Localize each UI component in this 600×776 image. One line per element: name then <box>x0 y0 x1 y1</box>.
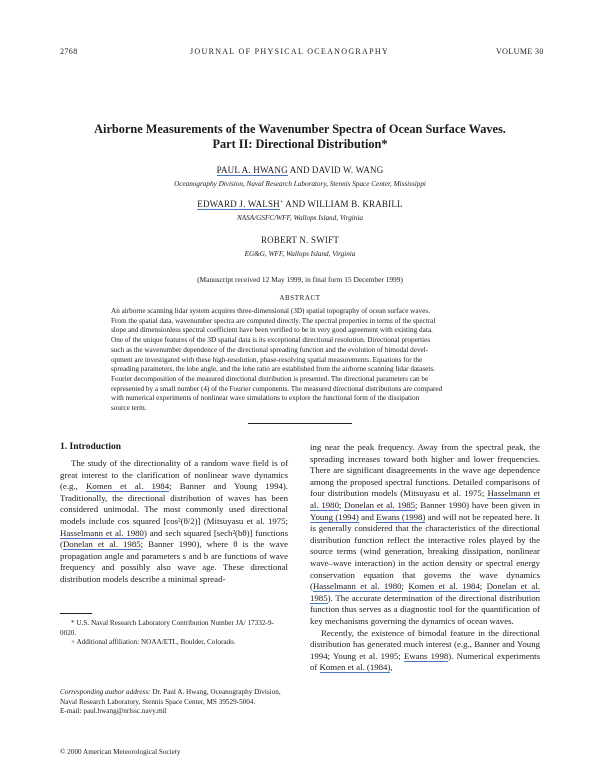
author-line-3 <box>60 235 540 245</box>
title-line-1: Airborne Measurements of the Wavenumber Spectra of Ocean Surface Waves. <box>94 122 506 136</box>
footnote-star: * U.S. Naval Research Laboratory Contribution Number JA/ 17332-9-0020. <box>60 619 274 637</box>
abstract-line: An airborne scanning lidar system acquires three-dimensional (3D) spatial topography of ocean surface waves. <box>111 307 430 315</box>
ref-ewans-1998[interactable]: Ewans 1998 <box>403 650 449 661</box>
author-line-1 <box>60 165 540 175</box>
abstract-body <box>111 307 494 414</box>
author-swift: ROBERT N. SWIFT <box>260 235 340 245</box>
abstract-line: slope and dimensionless spectral coefficient have been verified to be in very good agreement with existing data. <box>111 326 433 335</box>
affiliation-1: Oceanography Division, Naval Research Laboratory, Stennis Space Center, Mississippi <box>174 180 426 188</box>
footnotes <box>60 619 288 648</box>
ref-komen-1984[interactable]: Komen et al. 1984 <box>408 581 480 592</box>
corr-email[interactable]: E-mail: paul.hwang@nrlssc.navy.mil <box>60 707 167 716</box>
ref-donelan-1985[interactable]: Donelan et al. 1985 <box>62 539 141 550</box>
left-column <box>60 442 288 586</box>
volume-label: VOLUME 30 <box>496 47 544 56</box>
article-title <box>60 122 540 152</box>
corr-label: Corresponding author address: <box>60 688 151 696</box>
abstract-line: One of the unique features of the 3D spatial data is its exceptional directional resolution. Directional properties <box>111 336 431 345</box>
abstract-heading: ABSTRACT <box>279 294 321 302</box>
page-number: 2768 <box>60 47 78 56</box>
footnote-plus: + Additional affiliation: NOAA/ETL, Boulder, Colorado. <box>71 638 236 647</box>
intro-paragraph-1: The study of the directionality of a random wave field is of great interest to the clarification of nonlinear wave dynamics (e.g., Komen et al. 1984; Banner and Young 1994). Traditionally, the directional distribution of waves has been considered unimodal. The most commonly used directional models include cos squared [cos²(θ/2)] (Mitsuyasu et al. 1975; Hasselmann et al. 1980) and sech squared [sech²(bθ)] functions (Donelan et al. 1985; Banner 1990), where θ is the wave propagation angle and parameters s and b are functions of wave frequency and possibly also wave age. These directional distribution models describe a minimal spread- <box>60 458 289 584</box>
copyright: © 2000 American Meteorological Society <box>60 748 181 756</box>
ref-hasselmann-1980[interactable]: Hasselmann et al. 1980 <box>310 488 540 510</box>
author-and: AND <box>285 199 306 209</box>
affiliation-3: EG&G, WFF, Wallops Island, Virginia <box>244 250 356 258</box>
ref-komen-1984[interactable]: Komen et al. 1984 <box>86 481 170 492</box>
ref-young-1994[interactable]: Young (1994) <box>310 511 359 522</box>
affiliation-2: NASA/GSFC/WFF, Wallops Island, Virginia <box>237 214 363 222</box>
abstract-line: such as the wavenumber dependence of the directional spreading function and the evolution of bimodal devel- <box>111 345 429 354</box>
intro-paragraph-2: Recently, the existence of bimodal feature in the directional distribution has generated much interest (e.g., Banner and Young 1994; Young et al. 1995; Ewans 1998). Numerical experiments of Komen et al. (1984), <box>310 627 540 673</box>
abstract-line: opment are investigated with these high-resolution, phase-resolving spatial measurements. Equations for the <box>111 355 423 364</box>
abstract-line: represented by a small number (4) of the Fourier components. The measured directional distributions are compared <box>111 384 443 393</box>
abstract-divider <box>248 423 352 424</box>
author-walsh[interactable]: EDWARD J. WALSH <box>197 199 280 209</box>
ref-donelan-1985[interactable]: Donelan et al. 1985 <box>310 581 540 603</box>
corresponding-author <box>60 688 288 717</box>
abstract-line: with numerical experiments of nonlinear wave simulations to explore the functional form of the dissipation <box>111 394 420 403</box>
intro-paragraph-1-cont: ing near the peak frequency. Away from the spectral peak, the spreading increases toward both higher and lower frequencies. There are significant disagreements in the wave age dependence among the proposed spectral functions. Detailed comparisons of four distribution models (Mitsuyasu et al. 1975; Hasselmann et al. 1980; Donelan et al. 1985; Banner 1990) have been given in Young (1994) and Ewans (1998) and will not be repeated here. It is generally considered that the characteristics of the directional distribution function reflect the interactive roles played by the source terms (wind generation, breaking dissipation, nonlinear wave–wave interaction) in the action density or spectral energy conservation equation that govems the wave dynamics (Hasselmann et al. 1980; Komen et al. 1984; Donelan et al. 1985). The accurate determination of the directional distribution function thus serves as a diagnostic tool for the quantification of key mechanisms governing the dynamics of ocean waves. <box>310 442 540 626</box>
author-hwang[interactable]: PAUL A. HWANG <box>216 165 288 175</box>
author-wang: DAVID W. WANG <box>311 165 384 175</box>
section-heading: 1. Introduction <box>60 442 122 452</box>
abstract-line: spreading parameters, the lobe angle, and the lobe ratio are established from the airborne scanning lidar datasets. <box>111 365 435 374</box>
abstract-line: Fourier decomposition of the measured directional distribution is presented. The directional parameters can be <box>111 374 429 383</box>
right-column <box>310 442 540 674</box>
journal-name: JOURNAL OF PHYSICAL OCEANOGRAPHY <box>190 47 390 56</box>
ref-hasselmann-1980[interactable]: Hasselmann et al. 1980 <box>60 527 144 538</box>
author-line-2 <box>60 199 540 209</box>
abstract-line: source term. <box>111 404 147 413</box>
ref-komen-1984b[interactable]: Komen et al. (1984) <box>319 662 391 673</box>
affiliation-mark: + <box>279 199 284 206</box>
title-line-2: Part II: Directional Distribution* <box>212 137 388 151</box>
abstract-line: From the spatial data, wavenumber spectra are computed directly. The spectral properties in terms of the spectral <box>111 316 436 325</box>
ref-hasselmann-1980[interactable]: Hasselmann et al. 1980 <box>312 581 402 592</box>
footnote-divider <box>60 613 92 614</box>
author-krabill: WILLIAM B. KRABILL <box>307 199 403 209</box>
manuscript-received: (Manuscript received 12 May 1999, in final form 15 December 1999) <box>197 275 403 284</box>
author-and: AND <box>289 165 310 175</box>
ref-ewans-1998[interactable]: Ewans (1998) <box>376 511 426 522</box>
corr-text: Dr. Paul A. Hwang, Oceanography Division, Naval Research Laboratory, Stennis Space Center, MS 39529-5004. <box>60 688 281 706</box>
ref-donelan-1985[interactable]: Donelan et al. 1985 <box>344 499 416 510</box>
